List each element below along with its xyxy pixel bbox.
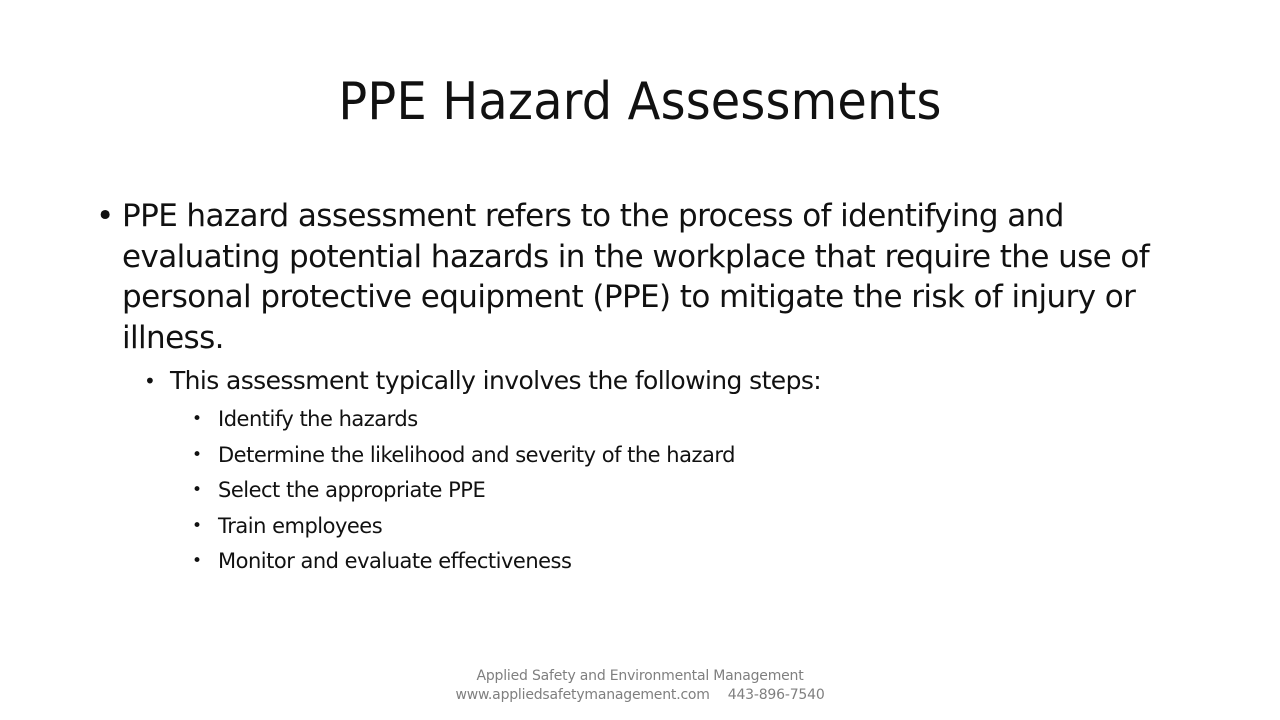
bullet-level1 bbox=[96, 196, 1186, 358]
footer-company: Applied Safety and Environmental Management bbox=[476, 668, 804, 684]
slide-body bbox=[96, 196, 1186, 580]
bullet-icon: • bbox=[144, 369, 156, 393]
step-item bbox=[192, 544, 1186, 580]
footer-contact bbox=[0, 687, 1280, 703]
bullet-icon: • bbox=[192, 551, 202, 571]
bullet-icon: • bbox=[192, 444, 202, 465]
bullet-level2 bbox=[144, 364, 1186, 398]
bullet-icon: • bbox=[192, 409, 202, 429]
footer-website: www.appliedsafetymanagement.com bbox=[455, 687, 710, 703]
step-text: Train employees bbox=[218, 513, 383, 538]
footer-phone: 443-896-7540 bbox=[727, 687, 825, 703]
slide-title: PPE Hazard Assessments bbox=[338, 72, 942, 132]
step-item bbox=[192, 402, 1186, 438]
steps-list bbox=[192, 402, 1186, 580]
step-text: Select the appropriate PPE bbox=[218, 478, 486, 502]
step-text: Monitor and evaluate effectiveness bbox=[218, 549, 572, 573]
step-item bbox=[192, 473, 1186, 509]
bullet-icon: • bbox=[96, 198, 114, 234]
step-item bbox=[192, 509, 1186, 545]
bullet-text: PPE hazard assessment refers to the process of identifying and evaluating potential hazards in the workplace that require the use of personal protective equipment (PPE) to mitigate the risk of injury or illness. bbox=[122, 198, 1150, 356]
bullet-text: This assessment typically involves the following steps: bbox=[170, 366, 822, 395]
step-text: Determine the likelihood and severity of the hazard bbox=[218, 442, 735, 467]
bullet-icon: • bbox=[192, 515, 202, 536]
step-text: Identify the hazards bbox=[218, 407, 418, 431]
step-item bbox=[192, 438, 1186, 474]
bullet-icon: • bbox=[192, 480, 202, 500]
